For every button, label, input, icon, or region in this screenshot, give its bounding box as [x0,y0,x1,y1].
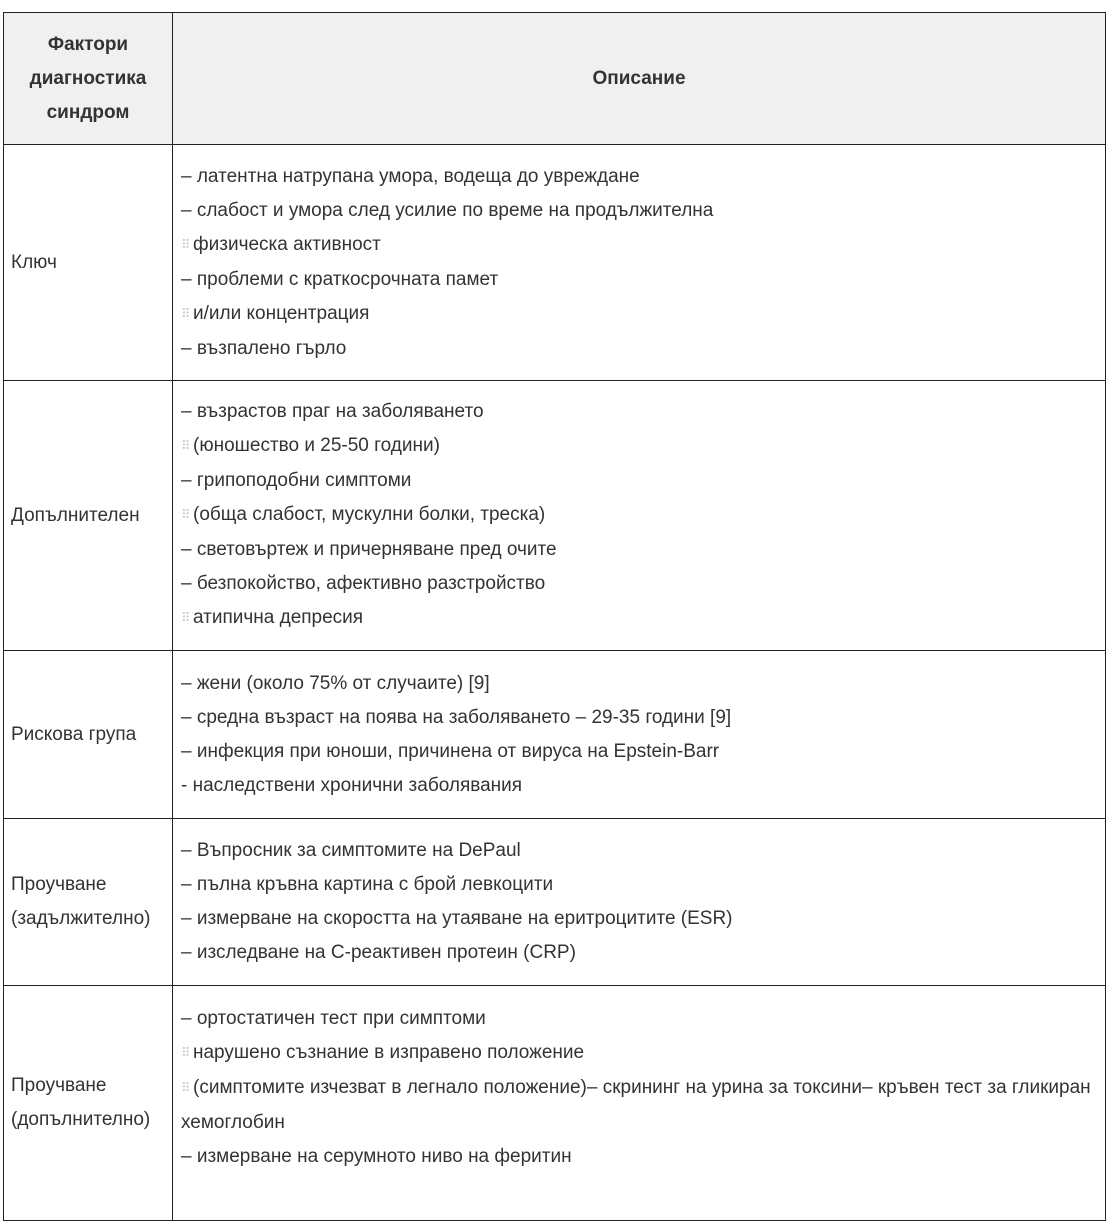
description-text: – грипоподобни симптоми [181,470,412,491]
continuation-dots-icon: ⠿ [181,237,191,253]
description-text: (симптомите изчезват в легнало положение)– скрининг на урина за токсини– кръвен тест за гликиран хемоглобин [181,1077,1091,1133]
description-text: – латентна натрупана умора, водеща до увреждане [181,165,640,187]
description-text: – слабост и умора след усилие по време на продължителна [181,199,714,221]
description-text: физическа активност [193,233,381,255]
table-row [4,986,1106,1221]
header-description: Описание [173,13,1106,145]
description-line [181,464,1097,498]
table-row [4,819,1106,986]
factor-label: Рискова група [11,723,137,745]
description-text: – инфекция при юноши, причинена от вируса на Epstein-Barr [181,740,720,762]
description-line [181,194,1097,228]
factor-label: Ключ [11,251,57,273]
factor-cell [4,986,173,1221]
table-header-row [4,13,1106,145]
description-line [181,395,1097,429]
description-line [181,1002,1097,1036]
continuation-dots-icon: ⠿ [181,1046,191,1061]
description-line [181,1036,1097,1071]
factor-label: Проучване [11,1075,107,1096]
description-line [181,902,1097,936]
description-line [181,1140,1097,1174]
description-text: (обща слабост, мускулни болки, треска) [193,504,546,525]
factor-cell [4,819,173,986]
description-text: и/или концентрация [193,302,370,324]
table-row [4,651,1106,819]
description-line [181,297,1097,332]
description-line [181,601,1097,636]
description-line [181,868,1097,902]
description-text: – възпалено гърло [181,337,347,359]
header-factor [4,13,173,145]
description-cell [173,986,1106,1221]
description-text: нарушено съзнание в изправено положение [193,1042,585,1063]
table-row [4,145,1106,381]
description-line [181,533,1097,567]
description-line [181,429,1097,464]
description-line [181,735,1097,769]
description-line [181,769,1097,803]
description-line [181,667,1097,701]
description-text: – Въпросник за симптомите на DePaul [181,840,521,861]
description-text: (юношество и 25-50 години) [193,435,440,456]
header-factor-line: Фактори [47,33,129,55]
continuation-dots-icon: ⠿ [181,306,191,322]
description-text: – възрастов праг на заболяването [181,401,484,422]
description-text: - наследствени хронични заболявания [181,774,523,796]
description-line [181,701,1097,735]
description-text: – средна възраст на поява на заболяването – 29-35 години [9] [181,706,732,728]
description-line [181,567,1097,601]
header-factor-line: диагностика [29,67,147,89]
description-text: – жени (около 75% от случаите) [9] [181,672,490,694]
description-cell [173,819,1106,986]
factor-label: (задължително) [11,908,151,929]
description-text: – измерване на скоростта на утаяване на еритроцитите (ESR) [181,908,733,929]
description-cell [173,145,1106,381]
continuation-dots-icon: ⠿ [181,508,191,523]
continuation-dots-icon: ⠿ [181,1081,191,1096]
description-line [181,936,1097,970]
continuation-dots-icon: ⠿ [181,611,191,626]
description-line [181,1071,1097,1140]
description-text: – световъртеж и причерняване пред очите [181,539,557,560]
factor-label: Допълнителен [11,504,140,526]
description-line [181,332,1097,366]
description-line [181,263,1097,297]
factor-label: (допълнително) [11,1109,151,1130]
description-line [181,498,1097,533]
description-cell [173,381,1106,651]
description-line [181,834,1097,868]
description-cell [173,651,1106,819]
description-text: – изследване на C-реактивен протеин (CRP) [181,942,576,963]
description-line [181,228,1097,263]
continuation-dots-icon: ⠿ [181,439,191,454]
factor-cell [4,651,173,819]
description-line [181,160,1097,194]
description-text: – ортостатичен тест при симптоми [181,1008,486,1029]
description-text: атипична депресия [193,607,364,628]
table-row [4,381,1106,651]
description-text: – проблеми с краткосрочната памет [181,268,499,290]
factor-cell [4,381,173,651]
factor-cell [4,145,173,381]
header-factor-line: синдром [46,101,130,123]
description-text: – измерване на серумното ниво на феритин [181,1146,572,1167]
description-text: – пълна кръвна картина с брой левкоцити [181,874,554,895]
description-text: – безпокойство, афективно разстройство [181,573,546,594]
factor-label: Проучване [11,874,107,895]
diagnostic-factors-table [3,12,1106,1221]
